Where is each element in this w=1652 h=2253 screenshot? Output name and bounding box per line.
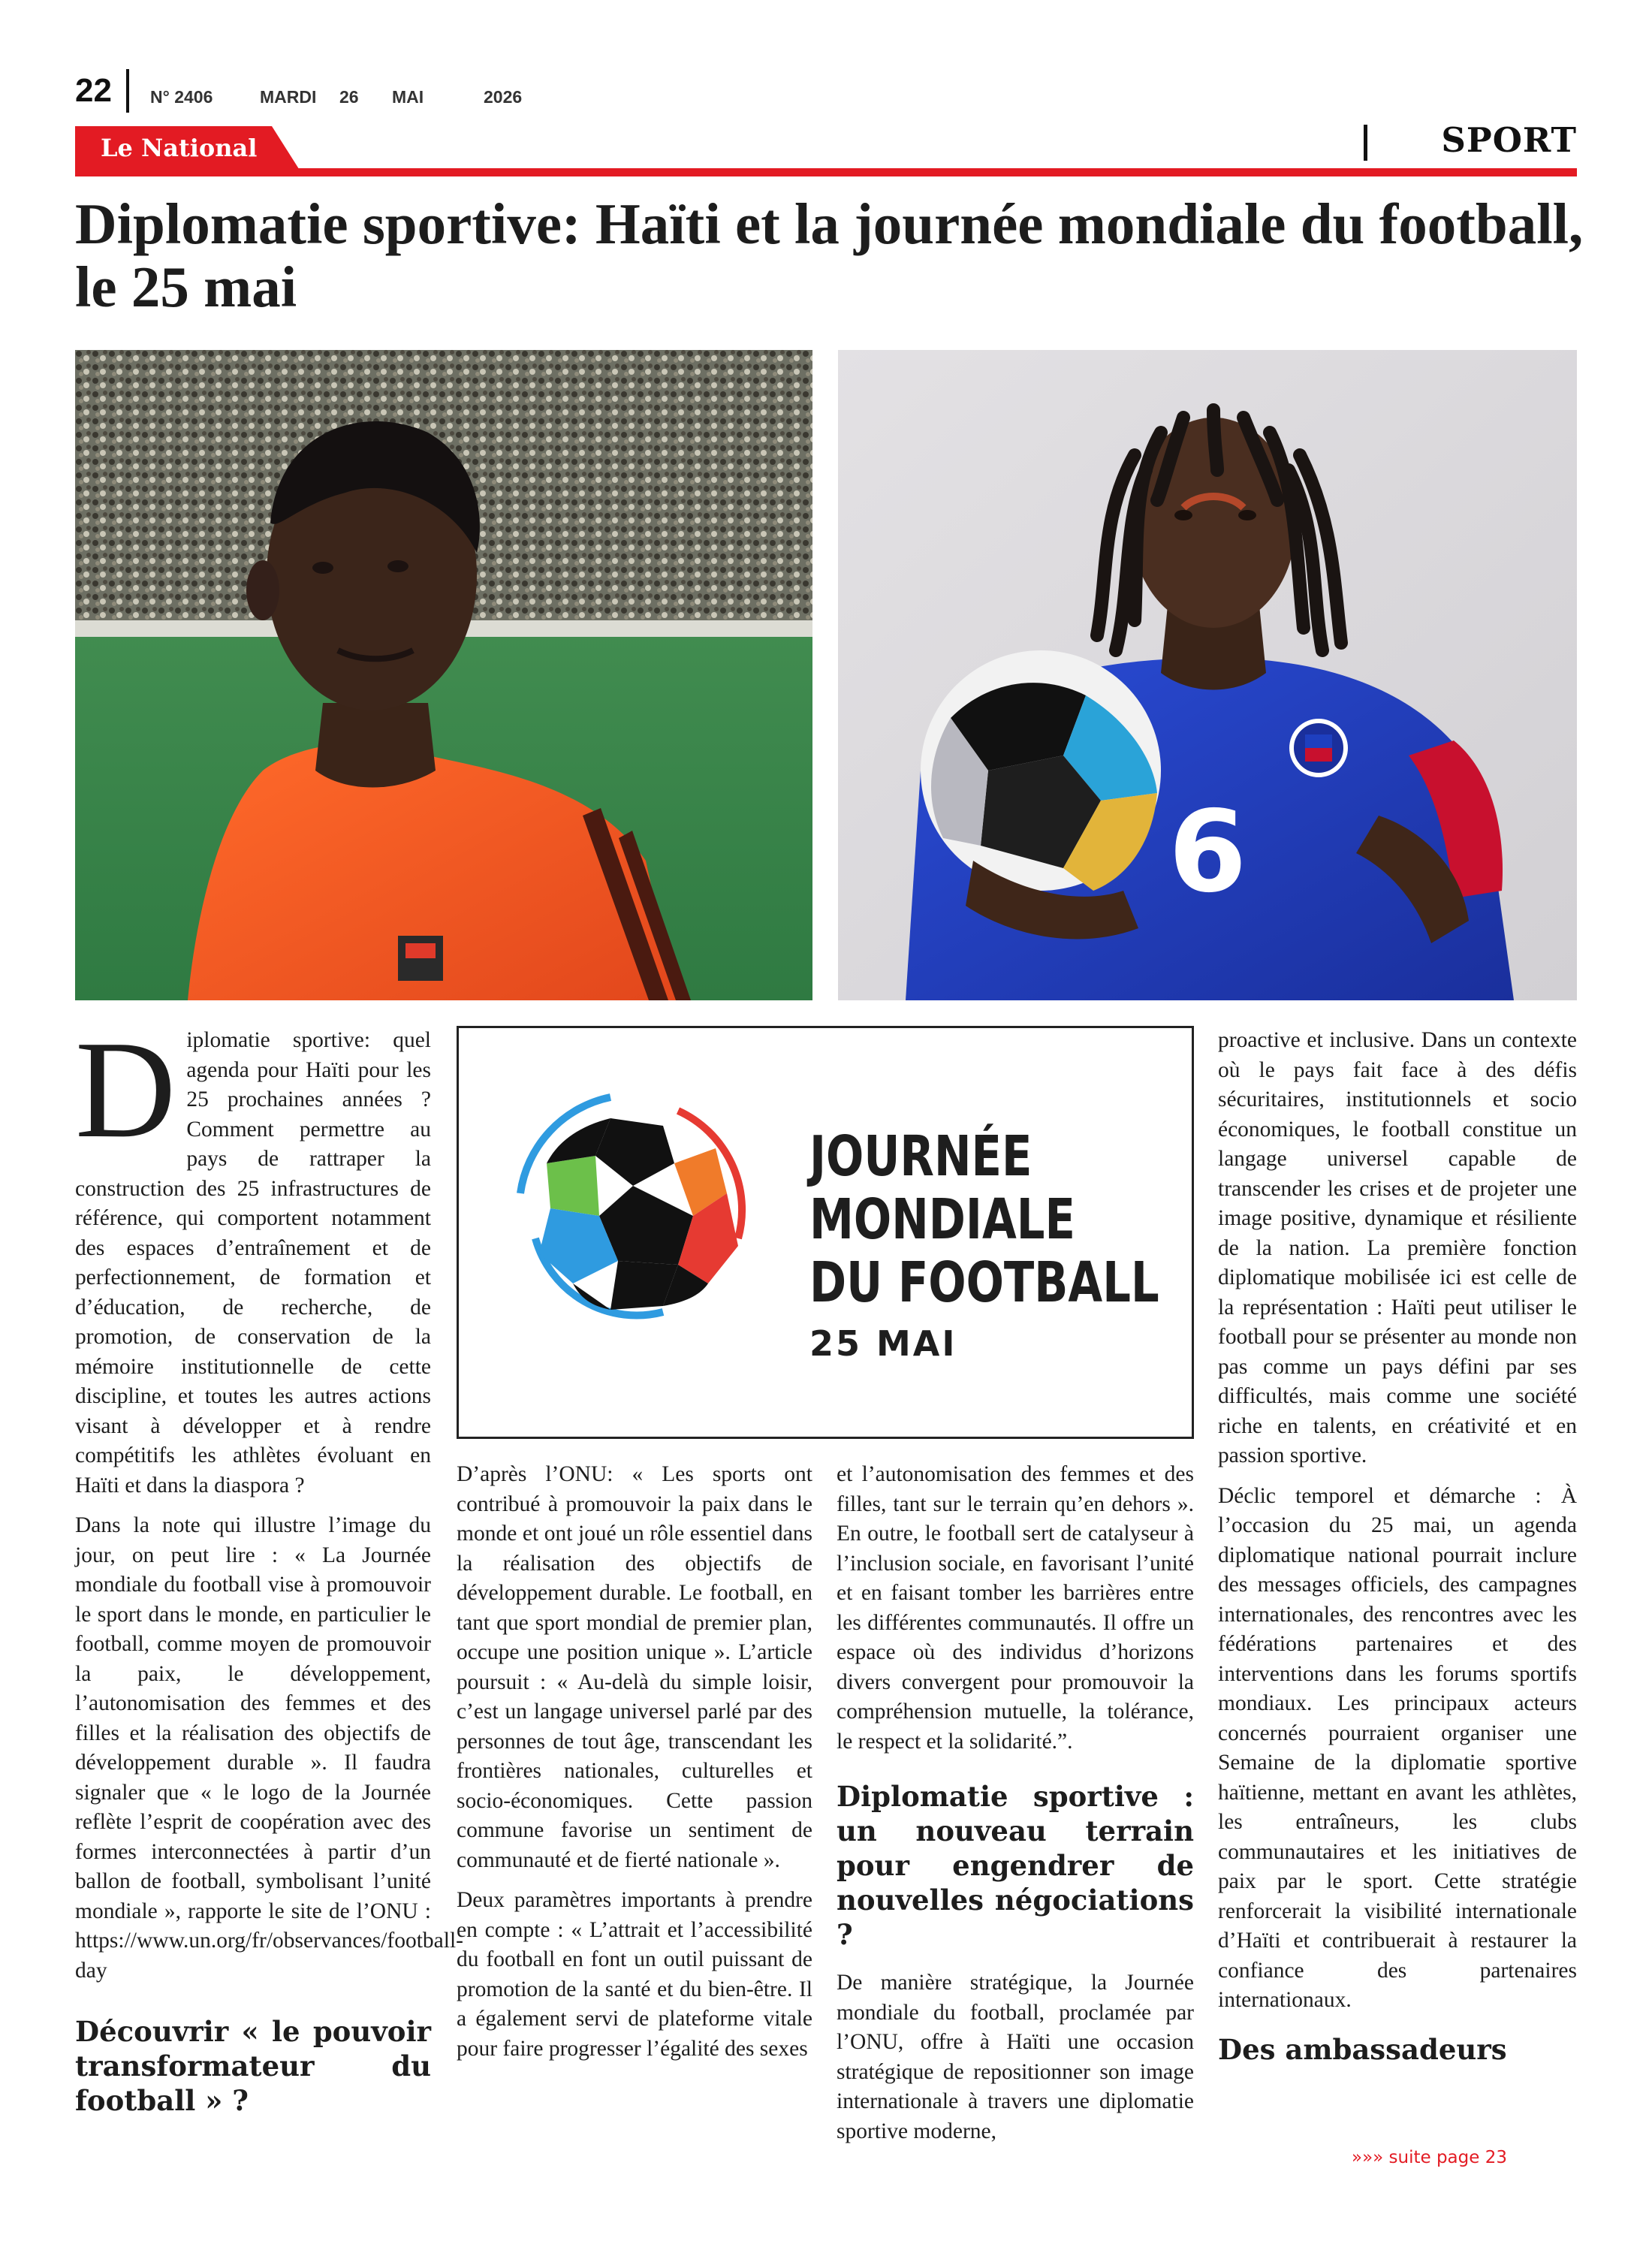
logo-title-line-2: MONDIALE xyxy=(809,1187,1075,1252)
paragraph: Déclic temporel et démarche : À l’occasion du 25 mai, un agenda diplomatique national pourrait inclure des messages officiels, des campagnes internationales, des rencontres avec les fédérations partenaires et des interventions dans les forums sportifs mondiaux. Les principaux acteurs concernés pourraient organiser une Semaine de la diplomatie sportive haïtienne, mettant en avant les athlètes, les entraîneurs, les clubs communautaires et les initiatives de paix par le sport. Cette stratégie renforcerait la visibilité internationale d’Haïti et contribuerait à restaurer la confiance des partenaires internationaux. xyxy=(1218,1483,1577,2012)
paragraph: De manière stratégique, la Journée mondiale du football, proclamée par l’ONU, offre à Haïti une occasion stratégique de repositionner son image internationale à travers une diplomatie sportive moderne, xyxy=(837,1971,1194,2143)
section-title: SPORT xyxy=(1441,120,1577,160)
paragraph: Dans la note qui illustre l’image du jour, on peut lire : « La Journée mondiale du football vise à promouvoir le sport dans le monde, en particulier le football, comme moyen de promouvoir la paix, le développement, l’autonomisation des femmes et des filles et la réalisation des objectifs de développement durable ». Il faudra signaler que « le logo de la Journée reflète l’esprit de coopération avec des formes interconnectées à partir d’un ballon de football, symbolisant l’unité mondiale », rapporte le site de l’ONU : https://www.un.org/fr/observances/football-day xyxy=(75,1513,463,1983)
page-number: 22 xyxy=(75,72,112,109)
photo-player-orange-jersey xyxy=(75,350,812,1000)
issue-year: 2026 xyxy=(484,87,523,107)
article-column-3 xyxy=(837,1460,1194,2157)
issue-day: 26 xyxy=(339,87,359,107)
logo-date: 25 MAI xyxy=(809,1323,957,1364)
issue-month: MAI xyxy=(392,87,424,107)
subheading: Découvrir « le pouvoir transformateur du football » ? xyxy=(75,2015,431,2117)
header-rule xyxy=(75,168,1577,176)
subheading: Des ambassadeurs xyxy=(1218,2032,1507,2066)
continuation-link[interactable]: »»» suite page 23 xyxy=(1352,2148,1507,2167)
issue-number: N° 2406 xyxy=(150,87,213,107)
publication-name: Le National xyxy=(101,134,258,162)
logo-title-line-1: JOURNÉE xyxy=(809,1124,1032,1189)
paragraph: proactive et inclusive. Dans un contexte où le pays fait face à des défis sécuritaires, institutionnels et socio économiques, le football constitue un langage universel capable de transcender les crises et de projeter une image positive, dynamique et résiliente de la nation. La première fonction diplomatique mobilisée ici est celle de la représentation : Haïti peut utiliser le football pour se présenter au monde non pas comme un pays défini par ses difficultés, mais comme une société riche en talents, en créativité et en passion sportive. xyxy=(1218,1028,1577,1467)
paragraph: Deux paramètres importants à prendre en compte : « L’attrait et l’accessibilité du football en font un outil puissant de promotion de la santé et du bien-être. Il a également servi de plateforme vitale pour faire progresser l’égalité des sexes xyxy=(457,1888,812,2061)
subheading: Diplomatie sportive : un nouveau terrain pour engendrer de nouvelles négociations ? xyxy=(837,1780,1194,1951)
article-headline: Diplomatie sportive: Haïti et la journée mondiale du football, le 25 mai xyxy=(75,192,1584,319)
logo-title xyxy=(809,1125,1159,1314)
drop-cap: D xyxy=(75,1012,176,1167)
paragraph: et l’autonomisation des femmes et des filles, tant sur le terrain qu’en dehors ». En outre, le football sert de catalyseur à l’inclusion sociale, en favorisant l’unité et en faisant tomber les barrières entre les différentes communautés. Il offre un espace où des individus d’horizons divers convergent pour promouvoir la compréhension mutuelle, la tolérance, le respect et la solidarité.”. xyxy=(837,1462,1194,1754)
photo-player-blue-jersey xyxy=(838,350,1577,1000)
football-logo-icon xyxy=(509,1084,757,1332)
article-column-2 xyxy=(457,1460,812,2074)
header-divider xyxy=(126,69,129,113)
issue-weekday: MARDI xyxy=(260,87,317,107)
intro-paragraph: iplomatie sportive: quel agenda pour Haïti pour les 25 prochaines années ? Comment permettre au pays de rattraper la construction des 25 infrastructures de référence, qui comportent notamment des espaces d’entraînement et de perfectionnement, de formation et d’éducation, de recherche, de promotion, de conservation de la mémoire institutionnelle de cette discipline, et toutes les autres actions visant à développer et à rendre compétitifs les athlètes évoluant en Haïti et dans la diaspora ? xyxy=(75,1028,431,1497)
section-divider xyxy=(1364,125,1367,161)
svg-text:6: 6 xyxy=(1168,787,1247,918)
article-column-4 xyxy=(1218,1026,1577,2067)
article-column-1 xyxy=(75,1012,463,2118)
logo-title-line-3: DU FOOTBALL xyxy=(809,1250,1159,1315)
paragraph: D’après l’ONU: « Les sports ont contribué à promouvoir la paix dans le monde et ont joué un rôle essentiel dans la réalisation des objectifs de développement durable. Le football, en tant que sport mondial de premier plan, occupe une position unique ». L’article poursuit : « Au-delà du simple loisir, c’est un langage universel parlé par des personnes de tout âge, transcendant les frontières nationales, culturelles et socio-économiques. Cette passion commune favorise un sentiment de communauté et de fierté nationale ». xyxy=(457,1462,812,1872)
